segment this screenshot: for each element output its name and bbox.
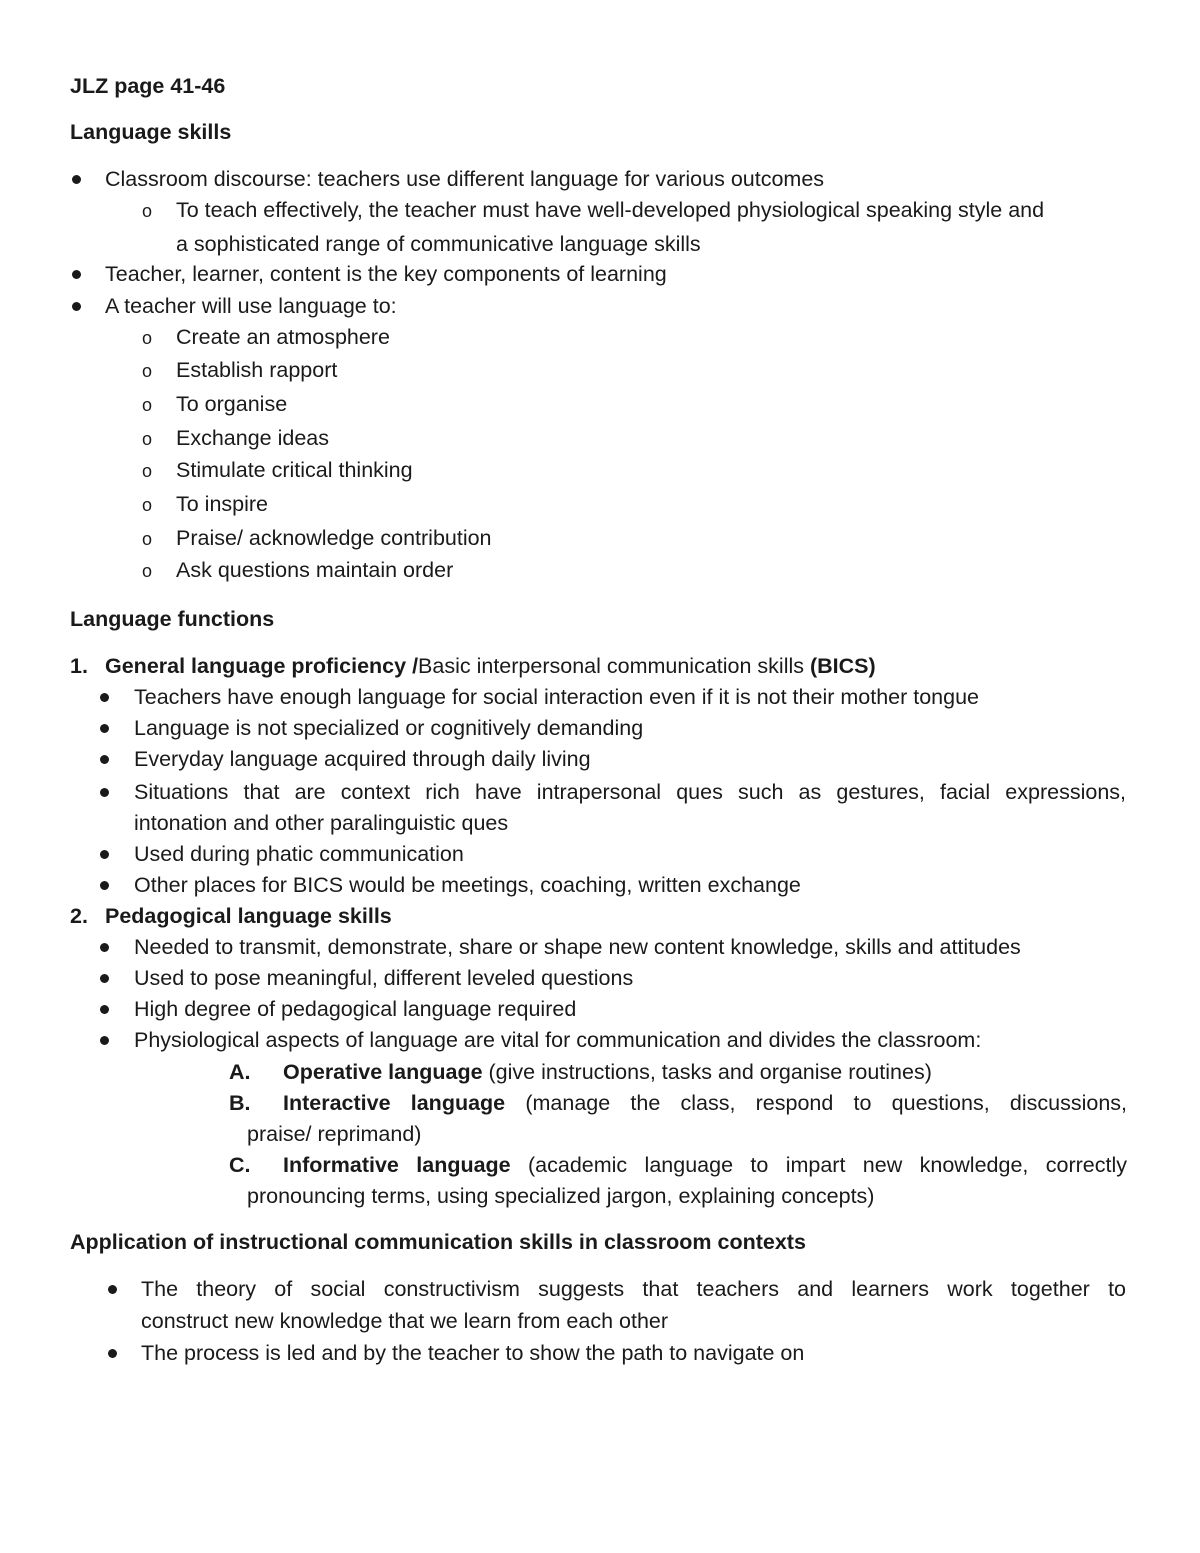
lettered-item-continuation: praise/ reprimand) (247, 1122, 422, 1146)
lettered-item-bold: Interactive language (283, 1091, 506, 1115)
list-item: Needed to transmit, demonstrate, share or shape new content knowledge, skills and attitudes (134, 935, 1021, 959)
list-item: To teach effectively, the teacher must have well-developed physiological speaking style and (176, 198, 1045, 222)
lettered-item-text: (academic language to impart new knowledge, correctly (510, 1153, 1127, 1177)
bullet-icon (72, 302, 81, 311)
bullet-icon (100, 881, 109, 890)
numbered-item-heading: Pedagogical language skills (105, 904, 392, 928)
circle-bullet-icon: o (142, 429, 153, 449)
lettered-item-continuation: pronouncing terms, using specialized jargon, explaining concepts) (247, 1184, 875, 1208)
bullet-icon (100, 724, 109, 733)
bullet-icon (100, 1036, 109, 1045)
bullet-icon (72, 175, 81, 184)
lettered-item-marker: B. (229, 1091, 251, 1115)
lettered-item-text: (manage the class, respond to questions, discussions, (505, 1091, 1127, 1115)
list-item: Used to pose meaningful, different leveled questions (134, 966, 634, 990)
lettered-item-bold: Operative language (283, 1060, 483, 1084)
section-heading-language-functions: Language functions (70, 607, 275, 631)
lettered-item (283, 1155, 1127, 1177)
list-item: A teacher will use language to: (105, 294, 397, 318)
numbered-item-marker: 1. (70, 654, 88, 678)
bullet-icon (100, 974, 109, 983)
lettered-item (283, 1062, 932, 1084)
list-item: Teacher, learner, content is the key components of learning (105, 262, 667, 286)
lettered-item-text: (give instructions, tasks and organise routines) (482, 1060, 932, 1084)
list-item: Stimulate critical thinking (176, 458, 413, 482)
bullet-icon (108, 1285, 117, 1294)
list-item: The process is led and by the teacher to show the path to navigate on (141, 1341, 805, 1365)
section-heading-language-skills: Language skills (70, 120, 232, 144)
list-item: Classroom discourse: teachers use different language for various outcomes (105, 167, 825, 191)
list-item: Ask questions maintain order (176, 558, 454, 582)
lettered-item-marker: A. (229, 1060, 251, 1084)
lettered-item-bold: Informative language (283, 1153, 511, 1177)
list-item: Situations that are context rich have intrapersonal ques such as gestures, facial expressions, (134, 780, 1126, 804)
circle-bullet-icon: o (142, 461, 153, 481)
circle-bullet-icon: o (142, 328, 153, 348)
list-item-continuation: intonation and other paralinguistic ques (134, 811, 509, 835)
numbered-item-bold: General language proficiency / (105, 654, 419, 678)
bullet-icon (72, 270, 81, 279)
circle-bullet-icon: o (142, 395, 153, 415)
list-item: To inspire (176, 492, 269, 516)
list-item: Exchange ideas (176, 426, 329, 450)
list-item: Other places for BICS would be meetings, coaching, written exchange (134, 873, 801, 897)
list-item-continuation: construct new knowledge that we learn from each other (141, 1309, 669, 1333)
list-item-continuation: a sophisticated range of communicative language skills (176, 232, 701, 256)
numbered-item-marker: 2. (70, 904, 88, 928)
circle-bullet-icon: o (142, 529, 153, 549)
numbered-item-heading (105, 656, 876, 678)
bullet-icon (100, 1005, 109, 1014)
list-item: Used during phatic communication (134, 842, 464, 866)
circle-bullet-icon: o (142, 561, 153, 581)
list-item: Physiological aspects of language are vital for communication and divides the classroom: (134, 1028, 982, 1052)
circle-bullet-icon: o (142, 495, 153, 515)
list-item: Language is not specialized or cognitively demanding (134, 716, 644, 740)
list-item: To organise (176, 392, 288, 416)
list-item: Everyday language acquired through daily living (134, 747, 591, 771)
bullet-icon (100, 755, 109, 764)
bullet-icon (100, 693, 109, 702)
bullet-icon (100, 943, 109, 952)
list-item: Teachers have enough language for social interaction even if it is not their mother tongue (134, 685, 979, 709)
numbered-item-abbr: (BICS) (809, 654, 876, 678)
list-item: Create an atmosphere (176, 325, 390, 349)
lettered-item-marker: C. (229, 1153, 251, 1177)
lettered-item (283, 1093, 1127, 1115)
list-item: Praise/ acknowledge contribution (176, 526, 492, 550)
bullet-icon (108, 1349, 117, 1358)
doc-title: JLZ page 41-46 (70, 74, 226, 98)
circle-bullet-icon: o (142, 201, 153, 221)
bullet-icon (100, 788, 109, 797)
list-item: Establish rapport (176, 358, 338, 382)
list-item: The theory of social constructivism suggests that teachers and learners work together to (141, 1277, 1126, 1301)
bullet-icon (100, 850, 109, 859)
numbered-item-text: Basic interpersonal communication skills (418, 654, 810, 678)
list-item: High degree of pedagogical language required (134, 997, 577, 1021)
circle-bullet-icon: o (142, 361, 153, 381)
section-heading-application: Application of instructional communication skills in classroom contexts (70, 1230, 806, 1254)
